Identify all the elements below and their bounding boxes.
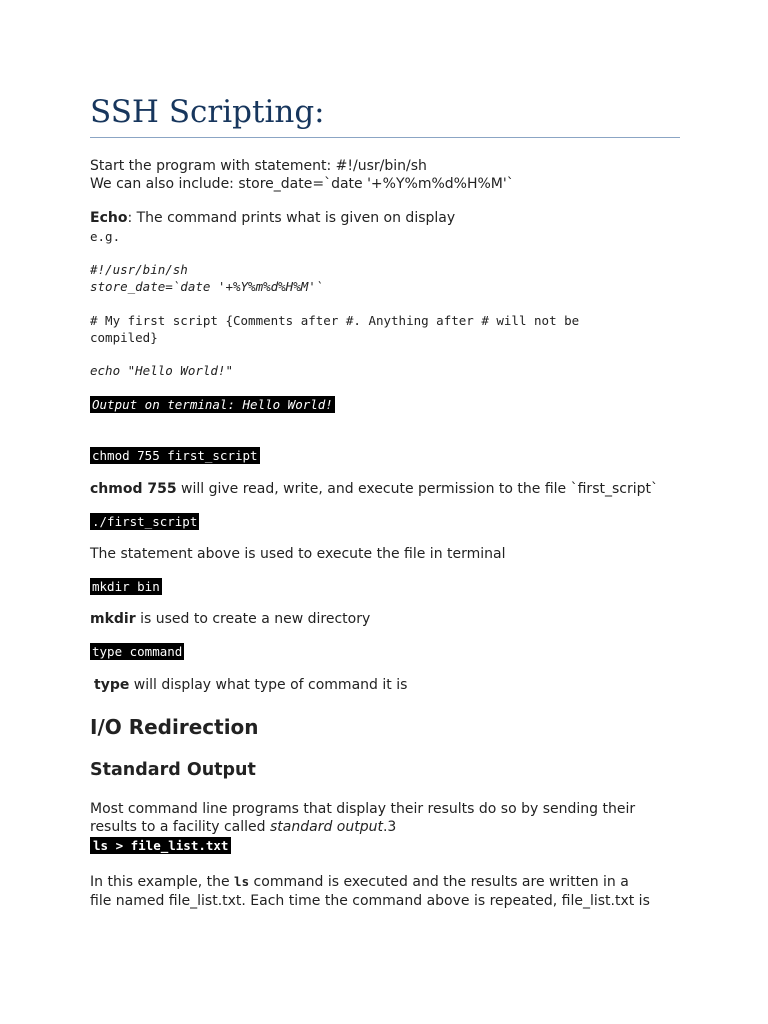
output-block — [90, 396, 335, 414]
code-store-date: store_date=`date '+%Y%m%d%H%M'` — [90, 279, 324, 294]
run-desc: The statement above is used to execute the file in terminal — [90, 546, 506, 562]
io-para2-text-a: In this example, the — [90, 874, 235, 890]
io-para2-line2: file named file_list.txt. Each time the command above is repeated, file_list.txt is — [90, 893, 650, 909]
type-code: type command — [92, 644, 183, 659]
chmod-code-block — [90, 447, 260, 465]
standard-output-term: standard output — [270, 819, 383, 835]
ls-inline-code: ls — [234, 874, 250, 889]
output-highlight: Output on terminal: Hello World! — [92, 397, 333, 412]
io-para2-line1 — [90, 873, 629, 891]
type-term: type — [94, 677, 130, 693]
intro-line-2: We can also include: store_date=`date '+%Y%m%d%H%M'` — [90, 176, 514, 192]
chmod-term: chmod 755 — [90, 481, 177, 497]
ls-code: ls > file_list.txt — [90, 837, 231, 854]
eg-label: e.g. — [90, 229, 121, 244]
code-comment-line-1: # My first script {Comments after #. Anything after # will not be — [90, 313, 580, 328]
mkdir-term: mkdir — [90, 611, 136, 627]
run-code: ./first_script — [92, 514, 198, 529]
code-shebang: #!/usr/bin/sh — [90, 262, 188, 277]
type-code-block — [90, 643, 184, 661]
io-para1-line2 — [90, 818, 396, 836]
intro-line-1: Start the program with statement: #!/usr/bin/sh — [90, 158, 427, 174]
ls-code-block — [90, 837, 231, 855]
echo-definition — [90, 209, 455, 227]
mkdir-code-block — [90, 578, 162, 596]
io-heading: I/O Redirection — [90, 715, 259, 739]
type-desc: will display what type of command it is — [129, 677, 408, 693]
chmod-code: chmod 755 first_script — [92, 448, 258, 463]
code-echo-command: echo "Hello World!" — [90, 363, 233, 378]
code-comment-line-2: compiled} — [90, 330, 158, 345]
echo-term: Echo — [90, 210, 128, 226]
run-code-block — [90, 513, 199, 531]
mkdir-definition — [90, 610, 370, 628]
page-title: SSH Scripting: — [90, 94, 325, 130]
title-underline — [90, 137, 680, 138]
echo-desc: : The command prints what is given on display — [127, 210, 456, 226]
chmod-definition — [90, 480, 658, 498]
io-para1-line1: Most command line programs that display their results do so by sending their — [90, 801, 636, 817]
io-para2-text-b: command is executed and the results are written in a — [249, 874, 629, 890]
mkdir-desc: is used to create a new directory — [135, 611, 371, 627]
io-para1-text: results to a facility called — [90, 819, 270, 835]
type-definition — [94, 676, 407, 694]
standard-output-heading: Standard Output — [90, 760, 256, 780]
chmod-desc: will give read, write, and execute permission to the file `first_script` — [176, 481, 658, 497]
mkdir-code: mkdir bin — [92, 579, 160, 594]
io-para1-footnote: .3 — [382, 819, 397, 835]
